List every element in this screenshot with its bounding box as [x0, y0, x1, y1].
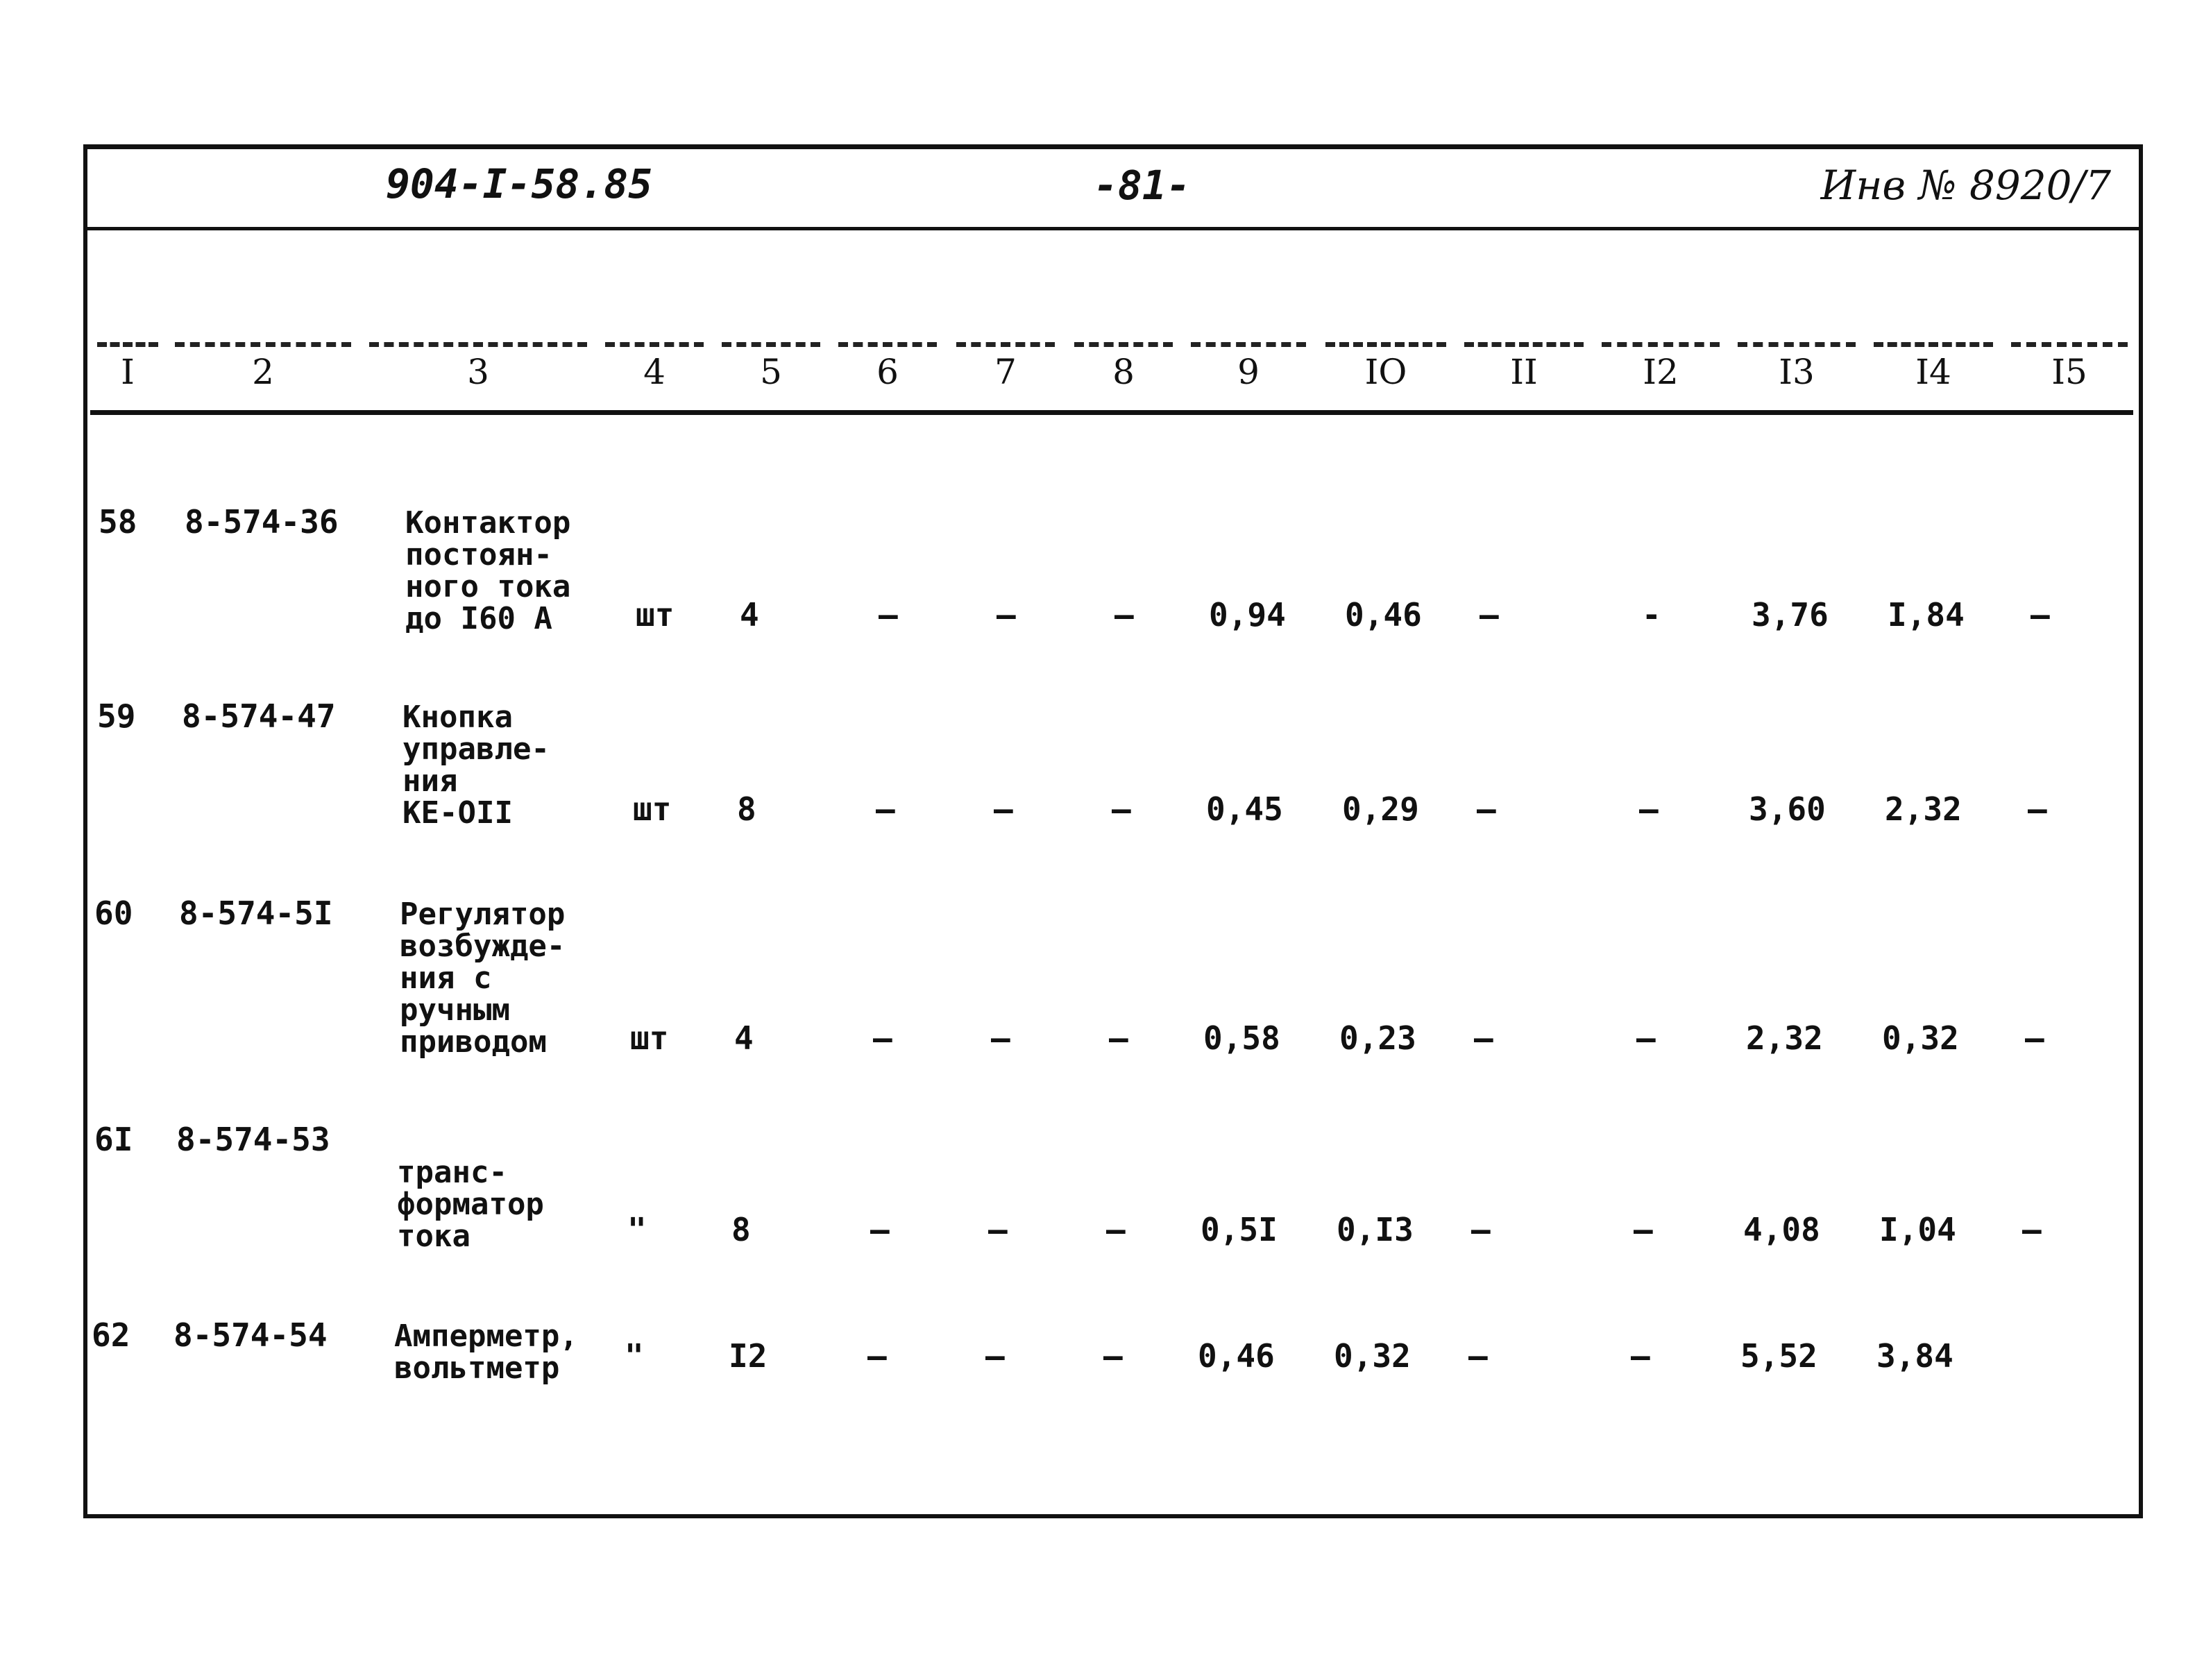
- cell-col-11: –: [1477, 790, 1496, 828]
- column-header-dash: [97, 342, 158, 347]
- column-header-dash: [1325, 342, 1446, 347]
- cell-col-7: –: [988, 1211, 1008, 1248]
- cell-col-8: –: [1103, 1337, 1123, 1375]
- cell-col-7: –: [991, 1019, 1010, 1057]
- cell-col-8: –: [1114, 596, 1134, 634]
- cell-col-4: шт: [630, 1019, 669, 1057]
- cell-col-15: –: [2022, 1211, 2042, 1248]
- column-header-dash: [369, 342, 587, 347]
- column-number: I3: [1779, 352, 1815, 392]
- document-number: 904-I-58.85: [386, 160, 653, 207]
- cell-col-14: 3,84: [1876, 1337, 1953, 1375]
- cell-col-6: –: [867, 1337, 887, 1375]
- cell-col-6: –: [879, 596, 898, 634]
- column-number: I2: [1643, 352, 1679, 392]
- row-number: 60: [94, 894, 133, 932]
- cell-col-10: 0,46: [1345, 596, 1422, 634]
- rate-code: 8-574-53: [176, 1121, 330, 1158]
- column-header: [171, 338, 355, 407]
- row-number: 6I: [94, 1121, 133, 1158]
- title-block: [87, 149, 2139, 230]
- cell-col-9: 0,46: [1198, 1337, 1275, 1375]
- cell-col-5: 4: [740, 596, 759, 634]
- description-line: ручным: [400, 992, 510, 1028]
- cell-col-11: –: [1471, 1211, 1491, 1248]
- column-number: 4: [643, 352, 666, 392]
- cell-col-8: –: [1106, 1211, 1126, 1248]
- item-description: [394, 1318, 578, 1386]
- inventory-number: Инв № 8920/7: [1820, 162, 2111, 209]
- description-line: Регулятор: [400, 897, 566, 932]
- column-header-dash: [605, 342, 704, 347]
- column-header: [1870, 338, 1997, 407]
- column-header-row: [87, 338, 2139, 407]
- column-header: [834, 338, 941, 407]
- cell-col-6: –: [876, 790, 895, 828]
- description-line: транс-: [397, 1155, 507, 1190]
- cell-col-5: 4: [734, 1019, 754, 1057]
- description-line: форматор: [397, 1187, 544, 1222]
- description-line: ния с: [400, 960, 492, 996]
- column-header-dash: [1602, 342, 1720, 347]
- cell-col-14: 0,32: [1882, 1019, 1959, 1057]
- cell-col-12: –: [1634, 1211, 1653, 1248]
- column-number: 5: [760, 352, 782, 392]
- column-header: [718, 338, 824, 407]
- rate-code: 8-574-36: [185, 503, 339, 541]
- cell-col-5: 8: [731, 1211, 751, 1248]
- cell-col-11: –: [1474, 1019, 1493, 1057]
- cell-col-14: 2,32: [1885, 790, 1962, 828]
- item-description: [397, 1125, 544, 1253]
- column-number: I5: [2051, 352, 2087, 392]
- column-number: 9: [1237, 352, 1260, 392]
- description-line: постоян-: [405, 537, 552, 572]
- cell-col-12: –: [1636, 1019, 1656, 1057]
- cell-col-8: –: [1112, 790, 1131, 828]
- cell-col-5: I2: [729, 1337, 768, 1375]
- cell-col-9: 0,58: [1203, 1019, 1280, 1057]
- description-line: ния: [402, 763, 458, 799]
- cell-col-6: –: [870, 1211, 890, 1248]
- cell-col-13: 3,60: [1749, 790, 1826, 828]
- column-header-dash: [838, 342, 937, 347]
- cell-col-4: ": [627, 1211, 647, 1248]
- cell-col-9: 0,5I: [1201, 1211, 1278, 1248]
- column-header-dash: [722, 342, 820, 347]
- column-header-dash: [1464, 342, 1584, 347]
- description-line: до I60 А: [405, 601, 552, 636]
- row-number: 58: [99, 503, 137, 541]
- description-line: приводом: [400, 1024, 547, 1060]
- item-description: [400, 899, 565, 1058]
- cell-col-12: –: [1631, 1337, 1650, 1375]
- cell-col-4: шт: [636, 596, 675, 634]
- description-line: возбужде-: [400, 928, 566, 964]
- column-header-dash: [175, 342, 351, 347]
- page-number: -81-: [1094, 162, 1191, 209]
- cell-col-11: –: [1468, 1337, 1488, 1375]
- column-header: [952, 338, 1059, 407]
- cell-col-4: шт: [633, 790, 672, 828]
- column-header: [2007, 338, 2132, 407]
- cell-col-10: 0,I3: [1337, 1211, 1414, 1248]
- cell-col-10: 0,29: [1342, 790, 1419, 828]
- column-header-dash: [1738, 342, 1856, 347]
- description-line: Амперметр,: [394, 1318, 578, 1354]
- column-header-dash: [956, 342, 1055, 347]
- column-number: IO: [1364, 352, 1407, 392]
- column-header: [601, 338, 708, 407]
- row-number: 59: [97, 697, 136, 735]
- item-description: [402, 699, 550, 831]
- description-line: тока: [397, 1219, 471, 1254]
- item-description: [405, 507, 570, 635]
- header-divider: [90, 410, 2133, 415]
- description-line: Контактор: [405, 505, 571, 541]
- cell-col-8: –: [1109, 1019, 1128, 1057]
- description-line: вольтметр: [394, 1350, 560, 1386]
- column-number: I: [121, 352, 135, 392]
- cell-col-6: –: [873, 1019, 892, 1057]
- column-number: 8: [1112, 352, 1135, 392]
- rate-code: 8-574-5I: [179, 894, 333, 932]
- cell-col-13: 5,52: [1740, 1337, 1817, 1375]
- rate-code: 8-574-47: [182, 697, 336, 735]
- row-number: 62: [92, 1316, 130, 1354]
- column-number: I4: [1915, 352, 1951, 392]
- cell-col-10: 0,23: [1339, 1019, 1416, 1057]
- description-line: Кнопка: [402, 699, 513, 735]
- description-line: ного тока: [405, 569, 571, 604]
- column-header-dash: [1074, 342, 1173, 347]
- cell-col-15: –: [2028, 790, 2047, 828]
- cell-col-14: I,04: [1879, 1211, 1956, 1248]
- column-number: II: [1510, 352, 1538, 392]
- document-sheet: [83, 144, 2143, 1518]
- description-line: КЕ-ОII: [402, 795, 513, 831]
- cell-col-12: –: [1639, 790, 1659, 828]
- cell-col-9: 0,94: [1209, 596, 1286, 634]
- column-header: [1597, 338, 1724, 407]
- cell-col-9: 0,45: [1206, 790, 1283, 828]
- cell-col-12: -: [1642, 596, 1661, 634]
- column-header: [365, 338, 591, 407]
- cell-col-4: ": [625, 1337, 644, 1375]
- column-header-dash: [1874, 342, 1993, 347]
- column-header: [1733, 338, 1860, 407]
- description-line: управле-: [402, 731, 550, 767]
- cell-col-15: –: [2025, 1019, 2044, 1057]
- cell-col-5: 8: [737, 790, 756, 828]
- description-line: [397, 1125, 544, 1157]
- column-header: [1460, 338, 1588, 407]
- cell-col-15: –: [2031, 596, 2050, 634]
- column-number: 2: [252, 352, 274, 392]
- cell-col-11: –: [1480, 596, 1499, 634]
- column-header: [1321, 338, 1450, 407]
- cell-col-13: 3,76: [1752, 596, 1829, 634]
- column-header-dash: [1191, 342, 1306, 347]
- column-header: [1187, 338, 1310, 407]
- column-header: [1070, 338, 1177, 407]
- cell-col-13: 2,32: [1746, 1019, 1823, 1057]
- cell-col-7: –: [985, 1337, 1005, 1375]
- column-number: 3: [467, 352, 489, 392]
- cell-col-7: –: [997, 596, 1016, 634]
- column-number: 7: [994, 352, 1017, 392]
- cell-col-7: –: [994, 790, 1013, 828]
- cell-col-14: I,84: [1888, 596, 1965, 634]
- column-header: [93, 338, 162, 407]
- cell-col-13: 4,08: [1743, 1211, 1820, 1248]
- column-number: 6: [876, 352, 899, 392]
- column-header-dash: [2011, 342, 2128, 347]
- rate-code: 8-574-54: [173, 1316, 328, 1354]
- cell-col-10: 0,32: [1334, 1337, 1411, 1375]
